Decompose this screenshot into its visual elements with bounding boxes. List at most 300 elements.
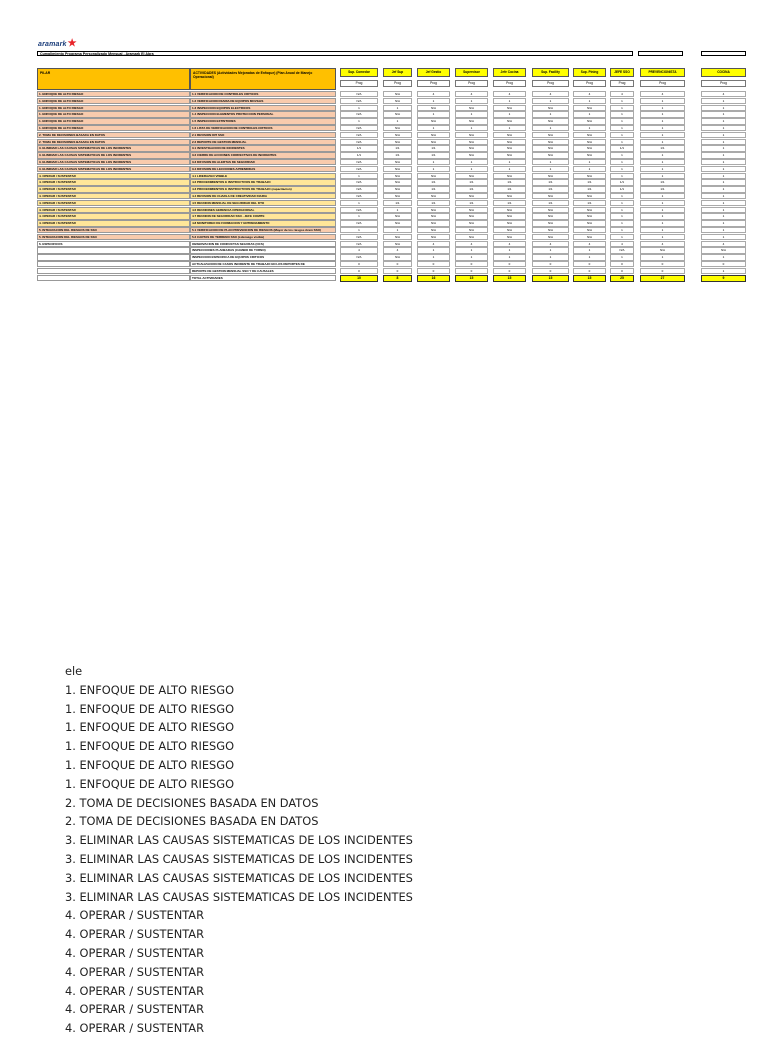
list-item: 4. OPERAR / SUSTENTAR xyxy=(65,908,205,923)
value-cell: 1 xyxy=(701,173,746,179)
value-cell: 1 xyxy=(573,247,606,253)
value-cell: 0 xyxy=(610,268,634,274)
value-cell: N/A xyxy=(532,213,569,219)
value-cell: 1 xyxy=(610,105,634,111)
value-cell: N/A xyxy=(455,173,488,179)
value-cell: 1 xyxy=(640,139,685,145)
list-item: ele xyxy=(65,664,83,678)
list-item: 2. TOMA DE DECISIONES BASADA EN DATOS xyxy=(65,814,319,829)
value-cell: N/A xyxy=(383,132,412,138)
value-cell: 1 xyxy=(340,200,378,206)
row-pilar: 1. ENFOQUE DE ALTO RIESGO xyxy=(37,91,190,97)
value-cell: 1 xyxy=(640,118,685,124)
value-cell: N/A xyxy=(383,91,412,97)
value-cell: N/A xyxy=(455,118,488,124)
value-cell: N/A xyxy=(383,220,412,226)
row-pilar: 4. OPERAR / SUSTENTAR xyxy=(37,213,190,219)
row-activity: 4.5 REUNION MENSUAL DE SEGURIDAD DEL DTO xyxy=(190,200,336,206)
value-cell: N/A xyxy=(340,186,378,192)
value-cell: N/A xyxy=(532,105,569,111)
value-cell: 1 xyxy=(455,125,488,131)
value-cell: 1/1 xyxy=(493,200,526,206)
list-item: 4. OPERAR / SUSTENTAR xyxy=(65,964,205,979)
value-cell: 0 xyxy=(573,268,606,274)
value-cell: 1 xyxy=(455,166,488,172)
value-cell: N/A xyxy=(417,132,450,138)
value-cell: 1 xyxy=(701,268,746,274)
value-cell: 1 xyxy=(701,179,746,185)
value-cell: N/A xyxy=(383,254,412,260)
column-subheader: Prog xyxy=(701,80,746,87)
value-cell: 1/1 xyxy=(573,186,606,192)
row-activity: 1.3 INSPECCION EQUIPOS ELECTRICOS xyxy=(190,105,336,111)
value-cell: N/A xyxy=(532,118,569,124)
value-cell: 4 xyxy=(417,91,450,97)
row-pilar: 3. ELIMINAR LAS CAUSAS SISTEMATICAS DE LOS INCIDENTES xyxy=(37,145,190,151)
total-cell: 15 xyxy=(455,275,488,282)
value-cell: 4 xyxy=(701,241,746,247)
value-cell: 1 xyxy=(455,254,488,260)
value-cell: 1/1 xyxy=(340,152,378,158)
value-cell: 1 xyxy=(532,254,569,260)
row-activity: 4.6 REUNIONES GERENCIA OPERACIONAL xyxy=(190,207,336,213)
value-cell: 1/1 xyxy=(417,145,450,151)
value-cell: N/A xyxy=(383,179,412,185)
value-cell: 1/1 xyxy=(532,186,569,192)
value-cell: N/A xyxy=(573,118,606,124)
row-activity: 4.3 PROCEDIMIENTOS E INSTRUCTIVOS DE TRABAJO (capacitacion) xyxy=(190,186,336,192)
value-cell: 4 xyxy=(417,241,450,247)
column-header: Sup. Facility xyxy=(532,68,569,77)
value-cell: N/A xyxy=(573,139,606,145)
value-cell: 1 xyxy=(640,132,685,138)
value-cell: N/A xyxy=(573,132,606,138)
value-cell: 1/1 xyxy=(455,179,488,185)
value-cell: 1 xyxy=(640,152,685,158)
value-cell: 1/1 xyxy=(610,186,634,192)
value-cell: N/A xyxy=(417,193,450,199)
value-cell: N/A xyxy=(455,213,488,219)
value-cell: 0 xyxy=(417,268,450,274)
column-subheader: Prog xyxy=(455,80,488,87)
value-cell: N/A xyxy=(340,179,378,185)
value-cell: N/A xyxy=(340,125,378,131)
value-cell: 1 xyxy=(573,159,606,165)
value-cell: N/A xyxy=(573,207,606,213)
value-cell: N/A xyxy=(417,213,450,219)
pilar-list xyxy=(65,662,665,1038)
value-cell: N/A xyxy=(340,91,378,97)
row-pilar: 2. TOMA DE DECISIONES BASADA EN DATOS xyxy=(37,132,190,138)
value-cell: N/A xyxy=(455,139,488,145)
value-cell: 1 xyxy=(383,207,412,213)
value-cell: 1 xyxy=(493,111,526,117)
value-cell: 1 xyxy=(640,105,685,111)
value-cell: 1 xyxy=(573,254,606,260)
value-cell: N/A xyxy=(573,220,606,226)
row-pilar xyxy=(37,254,190,260)
header-actividad: ACTIVIDADES (Actividades Mejoradas de Enfoque) (Plan Anual de Manejo Operacional) xyxy=(190,68,336,90)
row-pilar xyxy=(37,247,190,253)
value-cell: N/A xyxy=(340,254,378,260)
value-cell: 0 xyxy=(383,268,412,274)
row-pilar: 3. ELIMINAR LAS CAUSAS SISTEMATICAS DE LOS INCIDENTES xyxy=(37,159,190,165)
value-cell: 1 xyxy=(417,125,450,131)
value-cell: 0 xyxy=(610,261,634,267)
value-cell: 1 xyxy=(532,111,569,117)
value-cell: N/A xyxy=(532,193,569,199)
value-cell: N/A xyxy=(532,139,569,145)
total-cell: 16 xyxy=(417,275,450,282)
column-subheader: Prog xyxy=(383,80,412,87)
value-cell: N/A xyxy=(340,111,378,117)
value-cell: 1 xyxy=(417,247,450,253)
list-item: 1. ENFOQUE DE ALTO RIESGO xyxy=(65,682,235,697)
value-cell: 1 xyxy=(340,227,378,233)
row-pilar: 3. ELIMINAR LAS CAUSAS SISTEMATICAS DE LOS INCIDENTES xyxy=(37,152,190,158)
value-cell: N/A xyxy=(383,159,412,165)
value-cell: N/A xyxy=(532,234,569,240)
value-cell: 1 xyxy=(701,159,746,165)
value-cell: N/A xyxy=(340,98,378,104)
value-cell: 4 xyxy=(640,91,685,97)
value-cell: 1 xyxy=(493,159,526,165)
value-cell: 1 xyxy=(610,207,634,213)
value-cell: N/A xyxy=(493,118,526,124)
row-activity: REPORTE DE GESTION MENSUAL SSO Y DE CAUSALES xyxy=(190,268,336,274)
value-cell: 1 xyxy=(701,111,746,117)
row-activity: 4.2 PROCEDIMIENTOS E INSTRUCTIVOS DE TRABAJO xyxy=(190,179,336,185)
list-item: 2. TOMA DE DECISIONES BASADA EN DATOS xyxy=(65,795,319,810)
value-cell: 0 xyxy=(455,268,488,274)
row-activity: 3.3 DIFUSION DE ALERTAS DE SEGURIDAD xyxy=(190,159,336,165)
value-cell: N/A xyxy=(573,234,606,240)
value-cell: 1 xyxy=(383,118,412,124)
value-cell: 1 xyxy=(573,111,606,117)
row-pilar: 1. ENFOQUE DE ALTO RIESGO xyxy=(37,125,190,131)
column-subheader: Prog xyxy=(340,80,378,87)
value-cell: 1 xyxy=(701,254,746,260)
column-header: Sup. Pining xyxy=(573,68,606,77)
value-cell: 1 xyxy=(610,132,634,138)
value-cell: N/A xyxy=(493,193,526,199)
list-item: 1. ENFOQUE DE ALTO RIESGO xyxy=(65,776,235,791)
row-pilar: 5. INTEGRACION DEL RIESGOS DE SSO xyxy=(37,234,190,240)
value-cell: 1/1 xyxy=(640,186,685,192)
row-pilar: 1. ENFOQUE DE ALTO RIESGO xyxy=(37,111,190,117)
value-cell: N/A xyxy=(493,105,526,111)
value-cell: N/A xyxy=(573,145,606,151)
value-cell: N/A xyxy=(383,139,412,145)
value-cell: 1 xyxy=(610,159,634,165)
value-cell: 4 xyxy=(493,241,526,247)
value-cell: 1 xyxy=(701,200,746,206)
value-cell: N/A xyxy=(455,132,488,138)
list-item: 4. OPERAR / SUSTENTAR xyxy=(65,927,205,942)
value-cell: 1 xyxy=(640,227,685,233)
value-cell: 1 xyxy=(701,139,746,145)
value-cell: 1/1 xyxy=(610,145,634,151)
row-activity: TOTAL ACTIVIDADES xyxy=(190,275,336,281)
value-cell: N/A xyxy=(493,132,526,138)
total-cell: 8 xyxy=(383,275,412,282)
total-cell: 15 xyxy=(493,275,526,282)
row-pilar: 4. OPERAR / SUSTENTAR xyxy=(37,186,190,192)
value-cell: N/A xyxy=(417,139,450,145)
value-cell: 4 xyxy=(493,91,526,97)
value-cell: N/A xyxy=(573,105,606,111)
row-activity: 1.6 LISTA DE VERIFICACION DE CONTROLES CRITICOS xyxy=(190,125,336,131)
row-activity: 3.1 INVESTIGACION DE INCIDENTES xyxy=(190,145,336,151)
value-cell: N/A xyxy=(455,234,488,240)
value-cell: 0 xyxy=(493,261,526,267)
value-cell: N/A xyxy=(417,220,450,226)
row-pilar: 4. OPERAR / SUSTENTAR xyxy=(37,207,190,213)
value-cell: N/A xyxy=(455,220,488,226)
row-activity: 1.4 INSPECCION ELEMENTOS PROTECCION PERSONAL xyxy=(190,111,336,117)
row-activity: 3.2 CIERRE DE ACCIONES CORRECTIVAS DE INCIDENTES xyxy=(190,152,336,158)
value-cell: 1 xyxy=(610,220,634,226)
value-cell: 1 xyxy=(493,166,526,172)
value-cell: 1 xyxy=(610,193,634,199)
value-cell: 1/1 xyxy=(383,200,412,206)
total-cell: 9 xyxy=(701,275,746,282)
value-cell: 1 xyxy=(640,200,685,206)
value-cell: 0 xyxy=(340,268,378,274)
value-cell: 1 xyxy=(383,227,412,233)
value-cell: 1 xyxy=(493,98,526,104)
value-cell: N/A xyxy=(383,241,412,247)
value-cell: 0 xyxy=(532,261,569,267)
value-cell: N/A xyxy=(383,234,412,240)
list-item: 1. ENFOQUE DE ALTO RIESGO xyxy=(65,701,235,716)
value-cell: N/A xyxy=(455,207,488,213)
value-cell: N/A xyxy=(493,227,526,233)
value-cell: N/A xyxy=(532,173,569,179)
value-cell: 1 xyxy=(701,207,746,213)
value-cell: 1 xyxy=(701,193,746,199)
value-cell: 4 xyxy=(640,241,685,247)
value-cell: N/A xyxy=(417,227,450,233)
row-activity: 4.4 REVISION DE CHARLA DE CREATIVIDAD DIARIA xyxy=(190,193,336,199)
row-activity: 1.2 VERIFICACION DIARIA DE EQUIPOS MOVILES xyxy=(190,98,336,104)
value-cell: 1 xyxy=(701,186,746,192)
value-cell: N/A xyxy=(573,193,606,199)
total-cell: 15 xyxy=(573,275,606,282)
value-cell: 1 xyxy=(610,166,634,172)
header-pilar: PILAR xyxy=(37,68,190,90)
value-cell: N/A xyxy=(340,193,378,199)
row-pilar: 1. ENFOQUE DE ALTO RIESGO xyxy=(37,98,190,104)
value-cell: 1 xyxy=(610,111,634,117)
value-cell: N/A xyxy=(532,132,569,138)
row-pilar: 4. OPERAR / SUSTENTAR xyxy=(37,220,190,226)
value-cell: 1 xyxy=(383,105,412,111)
value-cell: N/A xyxy=(455,105,488,111)
value-cell: 1 xyxy=(610,98,634,104)
value-cell: 1 xyxy=(610,125,634,131)
column-subheader: Prog xyxy=(610,80,634,87)
list-item: 3. ELIMINAR LAS CAUSAS SISTEMATICAS DE LOS INCIDENTES xyxy=(65,851,413,866)
row-activity: ACTUALIZACION DE CASOS INCIDENTE DE TRABAJO EN LOS REPORTES DE xyxy=(190,261,336,267)
value-cell: 1/1 xyxy=(493,186,526,192)
value-cell: 1 xyxy=(493,125,526,131)
value-cell: N/A xyxy=(383,173,412,179)
value-cell: N/A xyxy=(532,220,569,226)
value-cell: N/A xyxy=(610,247,634,253)
value-cell: N/A xyxy=(383,193,412,199)
value-cell: N/A xyxy=(417,118,450,124)
value-cell: N/A xyxy=(383,166,412,172)
value-cell: N/A xyxy=(340,166,378,172)
value-cell: 1/1 xyxy=(417,200,450,206)
list-item: 4. OPERAR / SUSTENTAR xyxy=(65,1021,205,1036)
row-pilar: 4. OPERAR / SUSTENTAR xyxy=(37,179,190,185)
column-header: PREVENCIONISTA xyxy=(640,68,685,77)
row-pilar: 4. OPERAR / SUSTENTAR xyxy=(37,173,190,179)
value-cell: 0 xyxy=(532,268,569,274)
value-cell: N/A xyxy=(532,145,569,151)
value-cell: N/A xyxy=(455,145,488,151)
row-activity: INSPECCION ESPECIFICA DE EQUIPOS CRITICOS xyxy=(190,254,336,260)
value-cell: 1 xyxy=(640,166,685,172)
row-activity: OBSERVACION DE CONDUCTAS SEGURAS (OCS) xyxy=(190,241,336,247)
value-cell: 1 xyxy=(340,173,378,179)
value-cell: 1 xyxy=(532,125,569,131)
value-cell: N/A xyxy=(455,227,488,233)
value-cell: 1 xyxy=(701,166,746,172)
value-cell: 1/1 xyxy=(610,179,634,185)
column-subheader: Prog xyxy=(532,80,569,87)
value-cell: 1/1 xyxy=(640,145,685,151)
value-cell: N/A xyxy=(573,173,606,179)
value-cell: 1 xyxy=(610,227,634,233)
star-icon: ★ xyxy=(67,38,77,49)
value-cell: 4 xyxy=(610,91,634,97)
row-pilar: 3. ELIMINAR LAS CAUSAS SISTEMATICAS DE LOS INCIDENTES xyxy=(37,166,190,172)
column-header: COCINA xyxy=(701,68,746,77)
value-cell: N/A xyxy=(383,125,412,131)
value-cell: 1 xyxy=(610,118,634,124)
value-cell: N/A xyxy=(532,227,569,233)
row-pilar: 5. INTEGRACION DEL RIESGOS DE SSO xyxy=(37,227,190,233)
value-cell: 1 xyxy=(640,254,685,260)
value-cell: N/A xyxy=(701,247,746,253)
column-subheader: Prog xyxy=(640,80,685,87)
value-cell: N/A xyxy=(340,234,378,240)
value-cell: N/A xyxy=(417,173,450,179)
value-cell: N/A xyxy=(532,152,569,158)
column-header: Supervisor xyxy=(455,68,488,77)
row-activity: 5.1 VERIFICACION DE PLAN PREVENCION DE RIESGOS (Mayor de los riesgos Aram SSO) xyxy=(190,227,336,233)
value-cell: N/A xyxy=(455,152,488,158)
value-cell: 1 xyxy=(640,98,685,104)
row-activity: INSPECCIONES PLANEADAS (CAMBIO DE TURNO) xyxy=(190,247,336,253)
value-cell: 1/1 xyxy=(383,145,412,151)
value-cell: 1 xyxy=(610,200,634,206)
value-cell: 1 xyxy=(455,159,488,165)
total-cell: 25 xyxy=(610,275,634,282)
row-activity: 5.2 CARTAS DE TERRENO SSO (Liderazgo visible) xyxy=(190,234,336,240)
value-cell: 1 xyxy=(701,98,746,104)
value-cell: 1/1 xyxy=(417,186,450,192)
value-cell: 1 xyxy=(701,145,746,151)
value-cell: 1 xyxy=(532,159,569,165)
row-pilar xyxy=(37,268,190,274)
value-cell: 1 xyxy=(701,118,746,124)
column-header: Sup. Comedor xyxy=(340,68,378,77)
value-cell: 1/1 xyxy=(340,145,378,151)
value-cell: N/A xyxy=(493,207,526,213)
value-cell: 1 xyxy=(640,207,685,213)
total-cell: 10 xyxy=(340,275,378,282)
row-pilar: 2. TOMA DE DECISIONES BASADA EN DATOS xyxy=(37,139,190,145)
value-cell: 1 xyxy=(493,247,526,253)
row-activity: 4.1 LIDERAZGO VISIBLE xyxy=(190,173,336,179)
aramark-logo: aramark★ xyxy=(38,38,77,49)
row-activity: 2.1 REVISION KPI SSO xyxy=(190,132,336,138)
list-item: 3. ELIMINAR LAS CAUSAS SISTEMATICAS DE LOS INCIDENTES xyxy=(65,833,413,848)
value-cell: N/A xyxy=(573,227,606,233)
value-cell: 1/1 xyxy=(573,200,606,206)
value-cell: 4 xyxy=(701,91,746,97)
row-activity: 4.7 REUNION DE SEGURIDAD SSO - JEFE COMITE xyxy=(190,213,336,219)
value-cell: 1 xyxy=(340,118,378,124)
list-item: 1. ENFOQUE DE ALTO RIESGO xyxy=(65,757,235,772)
value-cell: 0 xyxy=(455,261,488,267)
value-cell: N/A xyxy=(340,159,378,165)
value-cell: 1/1 xyxy=(383,152,412,158)
value-cell: 1 xyxy=(701,234,746,240)
value-cell: 1 xyxy=(417,166,450,172)
value-cell: 1 xyxy=(610,234,634,240)
value-cell: 1 xyxy=(417,111,450,117)
value-cell: 0 xyxy=(701,261,746,267)
list-item: 1. ENFOQUE DE ALTO RIESGO xyxy=(65,720,235,735)
value-cell: 1 xyxy=(532,166,569,172)
value-cell: 4 xyxy=(532,91,569,97)
value-cell: 1 xyxy=(532,247,569,253)
column-header: Jefe Cocina xyxy=(493,68,526,77)
value-cell: 4 xyxy=(573,91,606,97)
value-cell: 1/1 xyxy=(455,200,488,206)
value-cell: 1 xyxy=(610,139,634,145)
value-cell: 1 xyxy=(640,234,685,240)
value-cell: 1 xyxy=(340,213,378,219)
title-box-right-1 xyxy=(638,51,683,56)
value-cell: 1 xyxy=(701,125,746,131)
value-cell: N/A xyxy=(493,234,526,240)
sheet-title: Cumplimiento Programa Personalizado Mensual - Aramark El Abra xyxy=(37,51,633,56)
value-cell: N/A xyxy=(340,207,378,213)
total-cell: 15 xyxy=(532,275,569,282)
value-cell: N/A xyxy=(532,207,569,213)
value-cell: 1 xyxy=(701,213,746,219)
value-cell: 1 xyxy=(640,111,685,117)
value-cell: 0 xyxy=(640,261,685,267)
value-cell: 1 xyxy=(701,105,746,111)
value-cell: N/A xyxy=(493,220,526,226)
value-cell: 1 xyxy=(701,132,746,138)
value-cell: N/A xyxy=(383,213,412,219)
value-cell: 1/1 xyxy=(417,179,450,185)
row-pilar: 6. ESPECIFICOS xyxy=(37,241,190,247)
value-cell: 1 xyxy=(455,111,488,117)
row-pilar: 1. ENFOQUE DE ALTO RIESGO xyxy=(37,118,190,124)
value-cell: N/A xyxy=(573,213,606,219)
value-cell: 1 xyxy=(340,105,378,111)
value-cell: 1 xyxy=(417,254,450,260)
